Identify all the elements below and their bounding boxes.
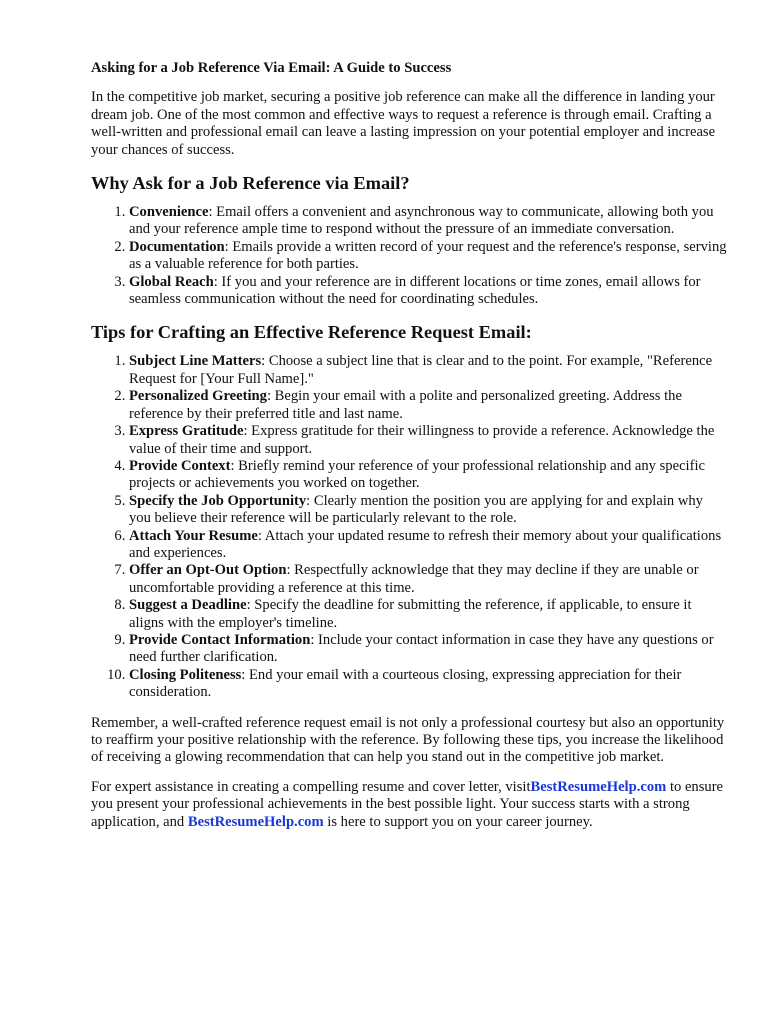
list-item <box>129 239 727 274</box>
item-text: : If you and your reference are in different locations or time zones, email allows for seamless communication without the need for coordinating schedules. <box>129 273 701 308</box>
closing-paragraph: Remember, a well-crafted reference request email is not only a professional courtesy but also an opportunity to reaffirm your positive relationship with the reference. By following these tips, you increase the likelihood of receiving a glowing recommendation that can help you stand out in the competitive job market. <box>91 714 725 766</box>
list-item <box>129 274 727 309</box>
tips-list <box>91 353 727 701</box>
item-text: : Respectfully acknowledge that they may decline if they are unable or uncomfortable providing a reference at this time. <box>129 562 699 596</box>
item-text: : Specify the deadline for submitting the reference, if applicable, to ensure it aligns with the employer's timeline. <box>129 597 692 631</box>
item-text: : Briefly remind your reference of your professional relationship and any specific projects or achievements you worked on together. <box>129 457 706 492</box>
item-text: : Emails provide a written record of your request and the reference's response, serving as a valuable reference for both parties. <box>129 238 727 273</box>
why-list <box>91 204 727 308</box>
list-item <box>129 353 727 388</box>
list-item <box>129 597 727 632</box>
item-text: : End your email with a courteous closing, expressing appreciation for their consideration. <box>129 666 682 701</box>
item-text: : Attach your updated resume to refresh their memory about your qualifications and experiences. <box>129 527 722 561</box>
item-title: Express Gratitude <box>129 423 244 440</box>
item-title: Provide Contact Information <box>129 631 311 648</box>
section-heading-why: Why Ask for a Job Reference via Email? <box>91 173 410 194</box>
cta-text: is here to support you on your career journey. <box>323 813 593 830</box>
document-title: Asking for a Job Reference Via Email: A Guide to Success <box>91 60 452 76</box>
list-item <box>129 458 727 493</box>
list-item <box>129 528 727 563</box>
cta-text: to ensure you present your professional achievements in the best possible light. Your success starts with a strong application, and <box>91 778 724 830</box>
item-text: : Clearly mention the position you are applying for and explain why you believe their reference will be particularly relevant to the role. <box>129 492 703 527</box>
section-heading-tips: Tips for Crafting an Effective Reference Request Email: <box>91 322 532 343</box>
item-title: Convenience <box>129 204 209 221</box>
item-title: Global Reach <box>129 273 214 290</box>
item-title: Specify the Job Opportunity <box>129 492 307 509</box>
item-title: Personalized Greeting <box>129 388 267 405</box>
item-title: Attach Your Resume <box>129 527 258 544</box>
list-item <box>129 204 727 239</box>
list-item <box>129 632 727 667</box>
item-text: : Choose a subject line that is clear and to the point. For example, "Reference Request for [Your Full Name]." <box>129 353 713 387</box>
item-text: : Include your contact information in case they have any questions or need further clarification. <box>129 631 714 666</box>
document-page <box>91 60 727 831</box>
best-resume-help-link[interactable]: BestResumeHelp.com <box>530 778 667 795</box>
item-text: : Express gratitude for their willingness to provide a reference. Acknowledge the value of their time and support. <box>129 423 715 457</box>
list-item <box>129 388 727 423</box>
item-title: Subject Line Matters <box>129 353 262 370</box>
item-title: Documentation <box>129 238 225 255</box>
item-title: Offer an Opt-Out Option <box>129 562 287 579</box>
list-item <box>129 493 727 528</box>
list-item <box>129 667 727 702</box>
intro-paragraph: In the competitive job market, securing a positive job reference can make all the difference in landing your dream job. One of the most common and effective ways to request a reference is through email. Crafting a well-written and professional email can leave a lasting impression on your potential employer and increase your chances of success. <box>91 89 716 158</box>
cta-paragraph <box>91 779 727 831</box>
cta-text: For expert assistance in creating a compelling resume and cover letter, visit <box>91 778 531 795</box>
list-item <box>129 423 727 458</box>
list-item <box>129 562 727 597</box>
item-text: : Email offers a convenient and asynchronous way to communicate, allowing both you and your reference ample time to respond without the pressure of an immediate conversation. <box>129 204 714 238</box>
item-title: Provide Context <box>129 457 231 474</box>
item-title: Closing Politeness <box>129 666 242 683</box>
item-text: : Begin your email with a polite and personalized greeting. Address the reference by their preferred title and last name. <box>129 388 682 422</box>
item-title: Suggest a Deadline <box>129 597 247 614</box>
best-resume-help-link[interactable]: BestResumeHelp.com <box>187 813 324 830</box>
